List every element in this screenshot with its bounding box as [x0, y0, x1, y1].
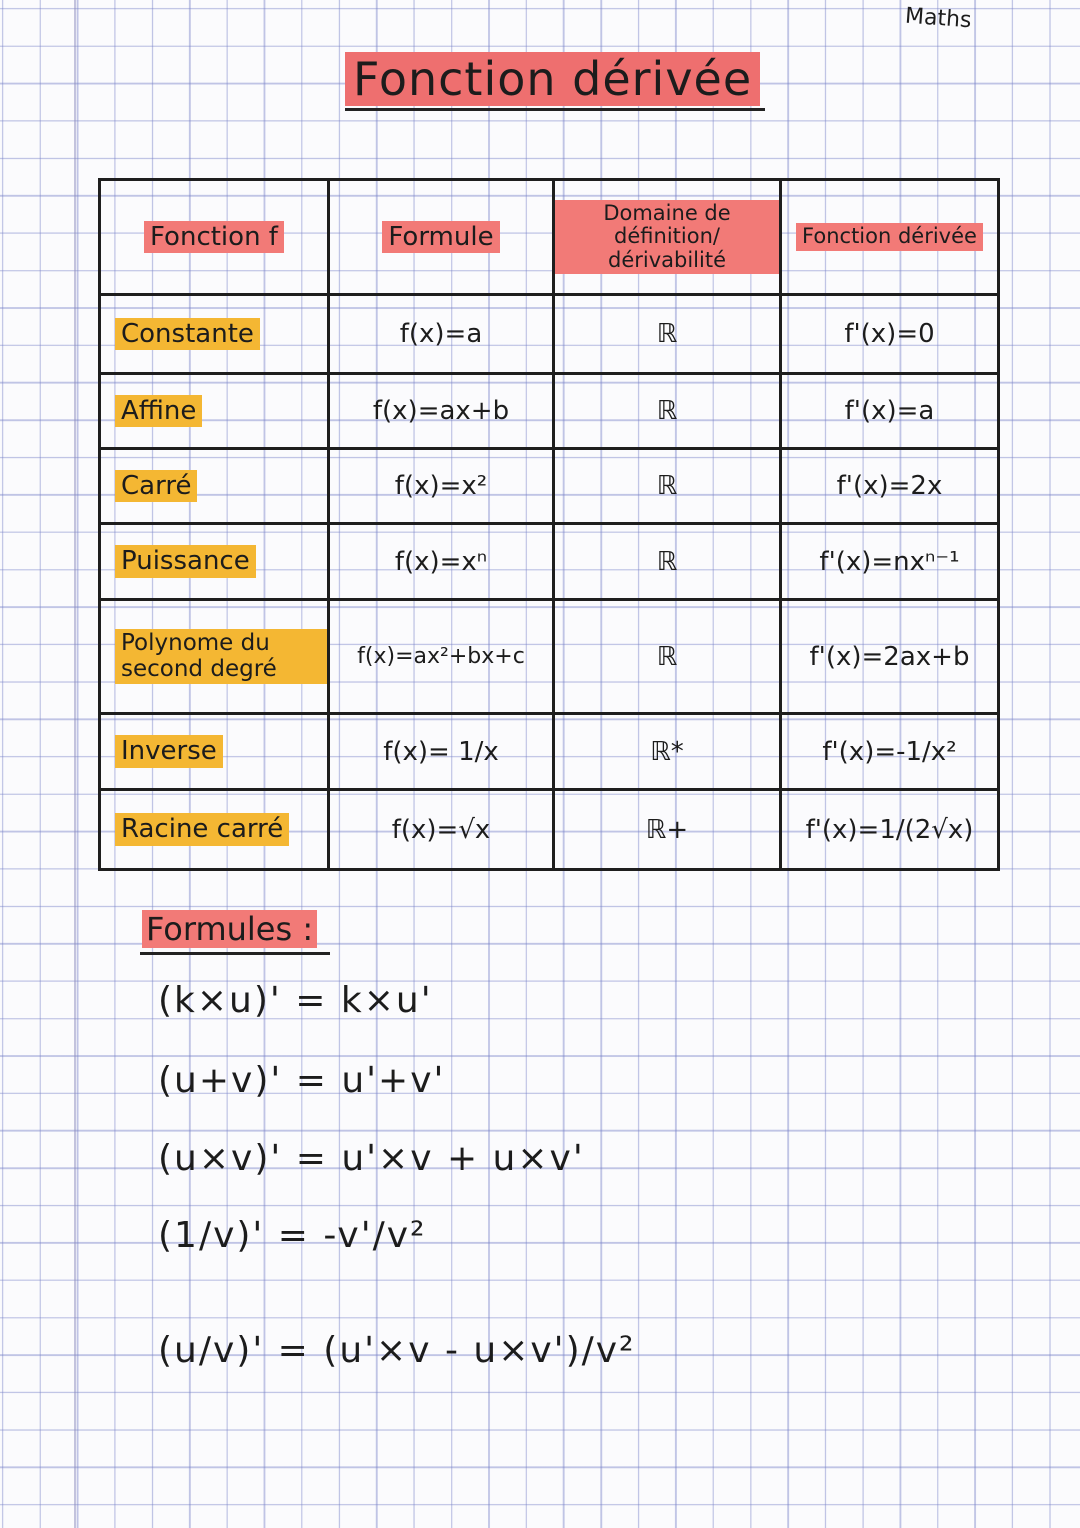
- table-header-row: [100, 180, 999, 295]
- row-derivative: f'(x)=0: [781, 295, 999, 374]
- row-formula: f(x)=a: [329, 295, 554, 374]
- row-domain: ℝ+: [554, 790, 781, 870]
- formulas-underline: [140, 952, 330, 955]
- formula-quotient: (u/v)' = (u'×v - u×v')/v²: [158, 1330, 636, 1371]
- table-row: [100, 790, 999, 870]
- page-title: [345, 52, 760, 106]
- title-underline: [345, 108, 765, 111]
- row-domain: ℝ: [554, 600, 781, 714]
- row-formula: f(x)=x²: [329, 449, 554, 524]
- row-formula: f(x)=√x: [329, 790, 554, 870]
- row-name: Polynome du second degré: [100, 600, 329, 714]
- title-text: Fonction dérivée: [345, 52, 760, 106]
- header-function: Fonction f: [100, 180, 329, 295]
- formula-inverse: (1/v)' = -v'/v²: [158, 1215, 427, 1256]
- subject-label: Maths: [904, 3, 973, 34]
- header-formula: Formule: [329, 180, 554, 295]
- formula-product-constant: (k×u)' = k×u': [158, 980, 433, 1021]
- row-derivative: f'(x)=a: [781, 374, 999, 449]
- row-derivative: f'(x)=2x: [781, 449, 999, 524]
- table-row: [100, 600, 999, 714]
- row-name: Puissance: [100, 524, 329, 600]
- row-formula: f(x)= 1/x: [329, 714, 554, 790]
- row-name: Carré: [100, 449, 329, 524]
- table-row: [100, 449, 999, 524]
- row-formula: f(x)=ax²+bx+c: [329, 600, 554, 714]
- row-derivative: f'(x)=-1/x²: [781, 714, 999, 790]
- row-name: Affine: [100, 374, 329, 449]
- row-name: Inverse: [100, 714, 329, 790]
- row-domain: ℝ: [554, 449, 781, 524]
- row-name: Racine carré: [100, 790, 329, 870]
- row-derivative: f'(x)=nxⁿ⁻¹: [781, 524, 999, 600]
- derivatives-table: [98, 178, 1000, 871]
- row-derivative: f'(x)=1/(2√x): [781, 790, 999, 870]
- row-domain: ℝ: [554, 374, 781, 449]
- row-derivative: f'(x)=2ax+b: [781, 600, 999, 714]
- formulas-heading: Formules :: [142, 910, 317, 948]
- table-row: [100, 524, 999, 600]
- header-derivative: Fonction dérivée: [781, 180, 999, 295]
- row-domain: ℝ: [554, 524, 781, 600]
- row-domain: ℝ*: [554, 714, 781, 790]
- formula-product: (u×v)' = u'×v + u×v': [158, 1138, 585, 1179]
- page-margin-line: [74, 0, 76, 1528]
- formula-sum: (u+v)' = u'+v': [158, 1060, 446, 1101]
- row-formula: f(x)=xⁿ: [329, 524, 554, 600]
- table-row: [100, 374, 999, 449]
- row-formula: f(x)=ax+b: [329, 374, 554, 449]
- table-row: [100, 714, 999, 790]
- header-domain: Domaine de définition/ dérivabilité: [554, 180, 781, 295]
- row-name: Constante: [100, 295, 329, 374]
- row-domain: ℝ: [554, 295, 781, 374]
- table-row: [100, 295, 999, 374]
